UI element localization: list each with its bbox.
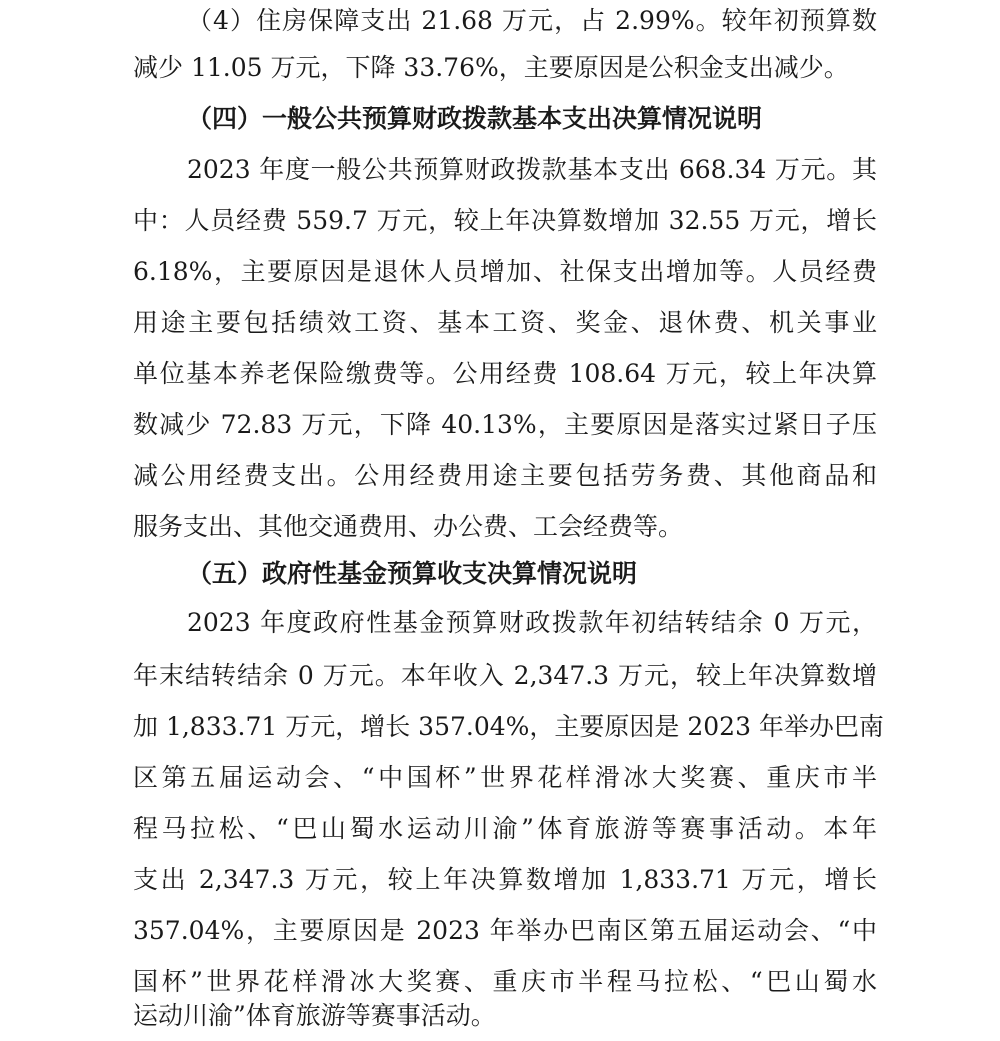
paragraph-basic-line-1: 2023 年度一般公共预算财政拨款基本支出 668.34 万元。其: [187, 155, 877, 184]
paragraph-fund-line-9: 运动川渝”体育旅游等赛事活动。: [133, 1001, 496, 1030]
paragraph-fund-line-1: 2023 年度政府性基金预算财政拨款年初结转结余 0 万元，: [187, 608, 877, 637]
paragraph-fund-line-5: 程马拉松、“巴山蜀水运动川渝”体育旅游等赛事活动。本年: [133, 814, 877, 843]
paragraph-basic-line-2: 中：人员经费 559.7 万元，较上年决算数增加 32.55 万元，增长: [133, 206, 877, 235]
paragraph-fund-line-2: 年末结转结余 0 万元。本年收入 2,347.3 万元，较上年决算数增: [133, 661, 877, 690]
paragraph-fund-line-6: 支出 2,347.3 万元，较上年决算数增加 1,833.71 万元，增长: [133, 865, 877, 894]
paragraph-fund-line-3: 加 1,833.71 万元，增长 357.04%，主要原因是 2023 年举办巴南: [133, 712, 884, 741]
paragraph-basic-line-6: 数减少 72.83 万元，下降 40.13%，主要原因是落实过紧日子压: [133, 410, 877, 439]
paragraph-basic-line-5: 单位基本养老保险缴费等。公用经费 108.64 万元，较上年决算: [133, 359, 877, 388]
paragraph-fund-line-8: 国杯”世界花样滑冰大奖赛、重庆市半程马拉松、“巴山蜀水: [133, 967, 877, 996]
paragraph-basic-line-4: 用途主要包括绩效工资、基本工资、奖金、退休费、机关事业: [133, 308, 877, 337]
paragraph-basic-line-3: 6.18%，主要原因是退休人员增加、社保支出增加等。人员经费: [133, 257, 877, 286]
paragraph-housing-line-1: （4）住房保障支出 21.68 万元，占 2.99%。较年初预算数: [187, 6, 877, 35]
paragraph-housing-line-2: 减少 11.05 万元，下降 33.76%，主要原因是公积金支出减少。: [133, 53, 849, 82]
paragraph-fund-line-4: 区第五届运动会、“中国杯”世界花样滑冰大奖赛、重庆市半: [133, 763, 877, 792]
paragraph-basic-line-7: 减公用经费支出。公用经费用途主要包括劳务费、其他商品和: [133, 461, 877, 490]
section-heading-basic-expenditure: （四）一般公共预算财政拨款基本支出决算情况说明: [187, 104, 763, 133]
paragraph-fund-line-7: 357.04%，主要原因是 2023 年举办巴南区第五届运动会、“中: [133, 916, 877, 945]
section-heading-government-fund: （五）政府性基金预算收支决算情况说明: [187, 559, 638, 588]
paragraph-basic-line-8: 服务支出、其他交通费用、办公费、工会经费等。: [133, 512, 684, 541]
